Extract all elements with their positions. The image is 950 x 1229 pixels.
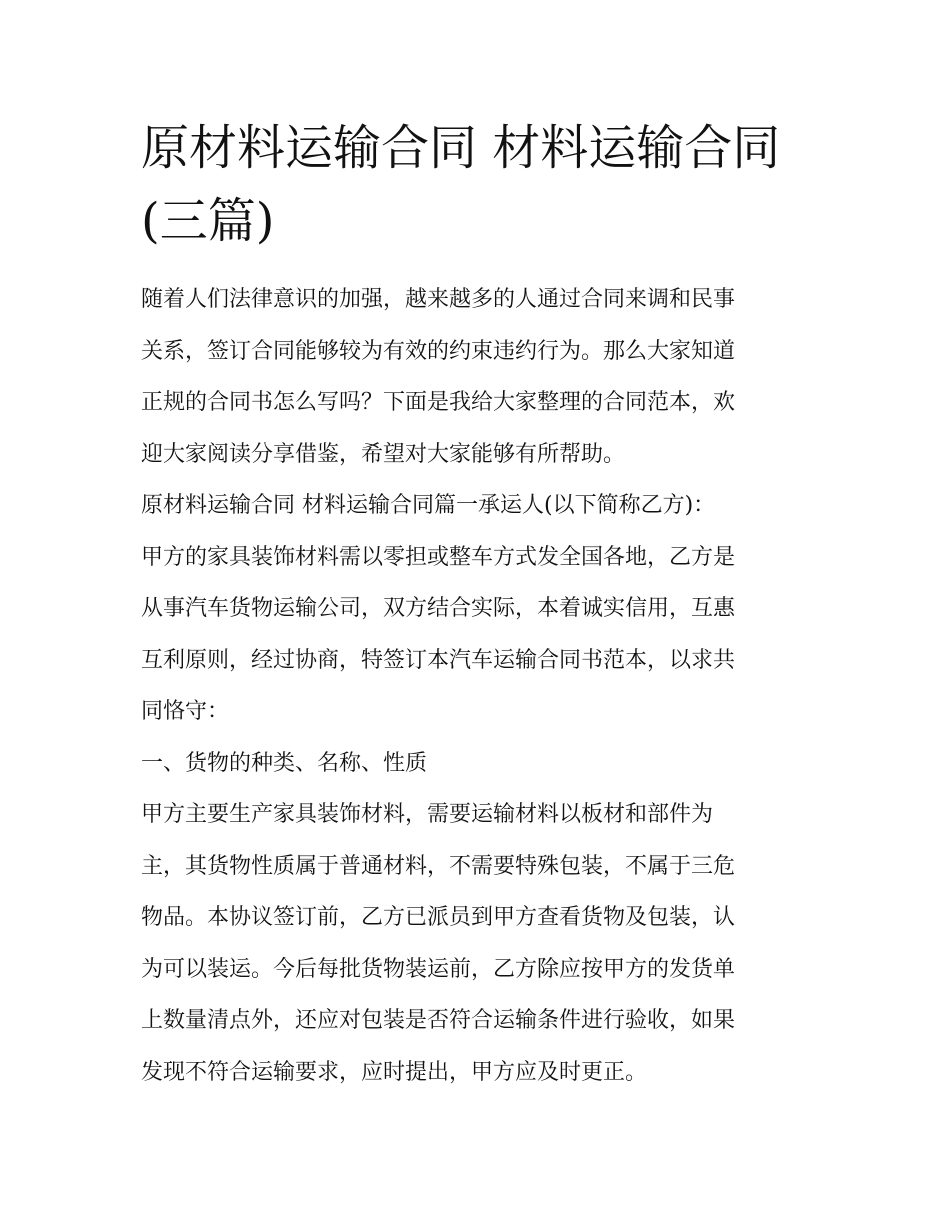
text-line: 原材料运输合同 材料运输合同篇一承运人(以下简称乙方)：	[141, 493, 716, 518]
text-line: 迎大家阅读分享借鉴，希望对大家能够有所帮助。	[141, 441, 626, 467]
text-line: 互利原则，经过协商，特签订本汽车运输合同书范本，以求共	[141, 647, 736, 673]
text-line: 甲方主要生产家具装饰材料，需要运输材料以板材和部件为	[141, 802, 714, 827]
text-line: 随着人们法律意识的加强，越来越多的人通过合同来调和民事	[141, 287, 736, 312]
text-line: 为可以装运。今后每批货物装运前，乙方除应按甲方的发货单	[141, 956, 736, 982]
intro-paragraph	[141, 274, 813, 480]
text-line: 上数量清点外，还应对包装是否符合运输条件进行验收，如果	[141, 1008, 736, 1033]
title-line: (三篇)	[141, 193, 275, 249]
text-line: 正规的合同书怎么写吗？下面是我给大家整理的合同范本，欢	[141, 390, 736, 415]
text-line: 物品。本协议签订前，乙方已派员到甲方查看货物及包装，认	[141, 905, 736, 930]
text-line: 同恪守：	[141, 699, 230, 724]
text-line: 主，其货物性质属于普通材料，不需要特殊包装，不属于三危	[141, 853, 736, 879]
preamble-paragraph	[141, 532, 813, 738]
document-page	[141, 112, 813, 1098]
text-line: 关系，签订合同能够较为有效的约束违约行为。那么大家知道	[141, 338, 736, 364]
section-heading	[141, 738, 813, 790]
document-title	[141, 112, 813, 258]
section-body-paragraph	[141, 789, 813, 1098]
text-line: 一、货物的种类、名称、性质	[141, 750, 428, 776]
text-line: 甲方的家具装饰材料需以零担或整车方式发全国各地，乙方是	[141, 544, 736, 570]
text-line: 从事汽车货物运输公司，双方结合实际，本着诚实信用，互惠	[141, 596, 736, 621]
contract-heading-paragraph	[141, 480, 813, 532]
title-line: 原材料运输合同 材料运输合同	[141, 120, 781, 176]
text-line: 发现不符合运输要求，应时提出，甲方应及时更正。	[141, 1059, 648, 1085]
